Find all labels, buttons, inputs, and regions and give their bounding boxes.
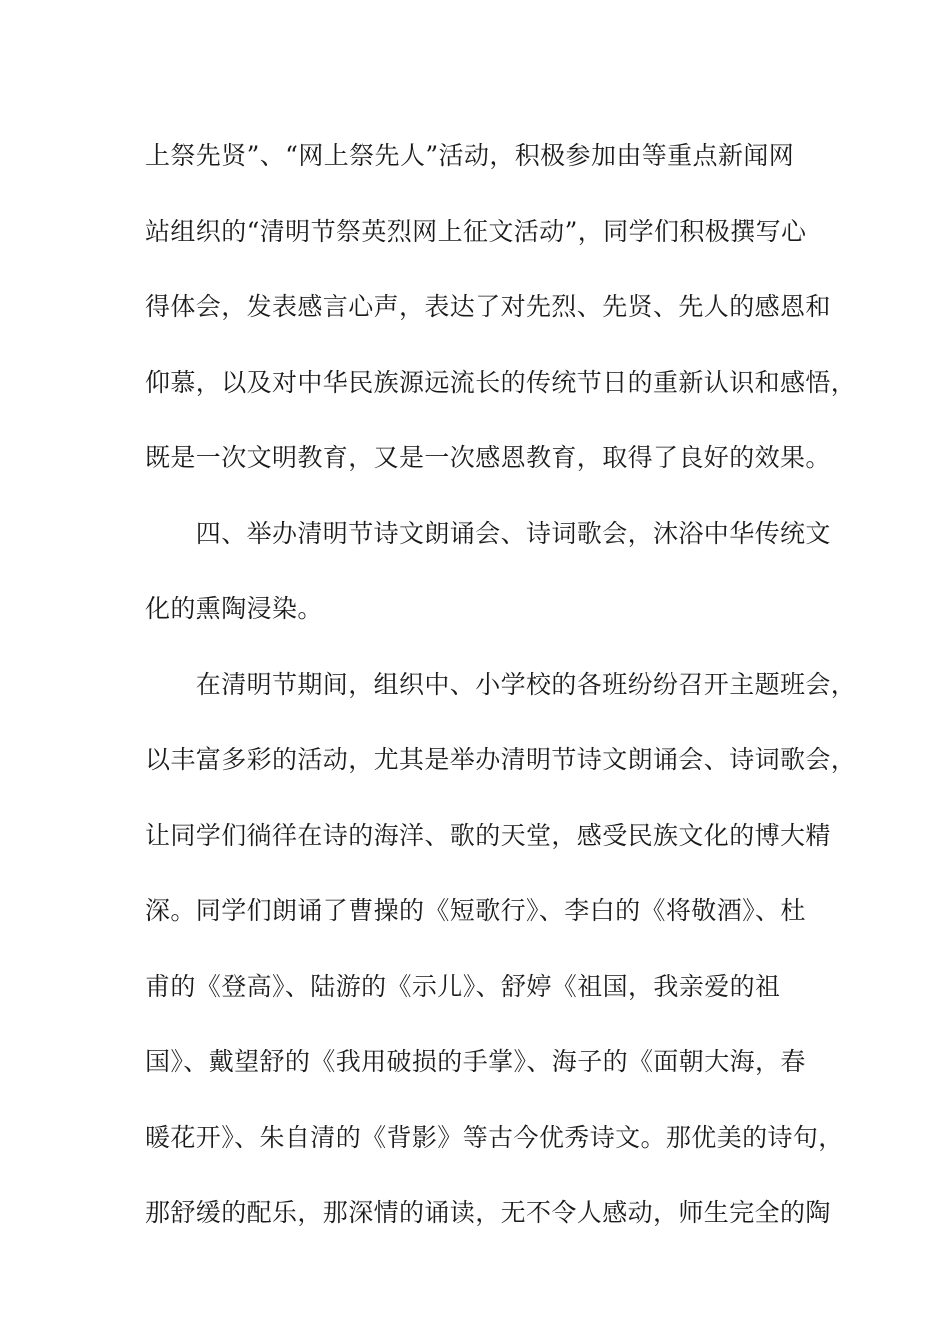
text-line: 深。同学们朗诵了曹操的《短歌行》、李白的《将敬酒》、杜 — [145, 896, 806, 925]
text-line: 让同学们徜徉在诗的海洋、歌的天堂，感受民族文化的博大精 — [145, 820, 831, 850]
text-line: 站组织的“清明节祭英烈网上征文活动”，同学们积极撰写心 — [145, 216, 807, 246]
body-text — [145, 132, 857, 1265]
text-line: 得体会，发表感言心声，表达了对先烈、先贤、先人的感恩和 — [145, 292, 831, 321]
text-line: 上祭先贤”、“网上祭先人”活动，积极参加由等重点新闻网 — [145, 141, 795, 170]
text-line: 国》、戴望舒的《我用破损的手掌》、海子的《面朝大海，春 — [145, 1047, 806, 1076]
section-heading-line: 四、举办清明节诗文朗诵会、诗词歌会，沐浴中华传统文 — [145, 518, 831, 548]
text-line: 那舒缓的配乐，那深情的诵读，无不令人感动，师生完全的陶 — [145, 1198, 831, 1227]
text-line: 在清明节期间，组织中、小学校的各班纷纷召开主题班会， — [145, 669, 857, 699]
text-line: 仰慕，以及对中华民族源远流长的传统节日的重新认识和感悟， — [145, 367, 857, 397]
text-line: 既是一次文明教育，又是一次感恩教育，取得了良好的效果。 — [145, 443, 831, 472]
text-line: 甫的《登高》、陆游的《示儿》、舒婷《祖国，我亲爱的祖 — [145, 971, 781, 1001]
text-line: 暖花开》、朱自清的《背影》等古今优秀诗文。那优美的诗句， — [145, 1122, 844, 1152]
text-line: 以丰富多彩的活动，尤其是举办清明节诗文朗诵会、诗词歌会， — [145, 745, 857, 774]
section-heading-line: 化的熏陶浸染。 — [145, 594, 323, 623]
